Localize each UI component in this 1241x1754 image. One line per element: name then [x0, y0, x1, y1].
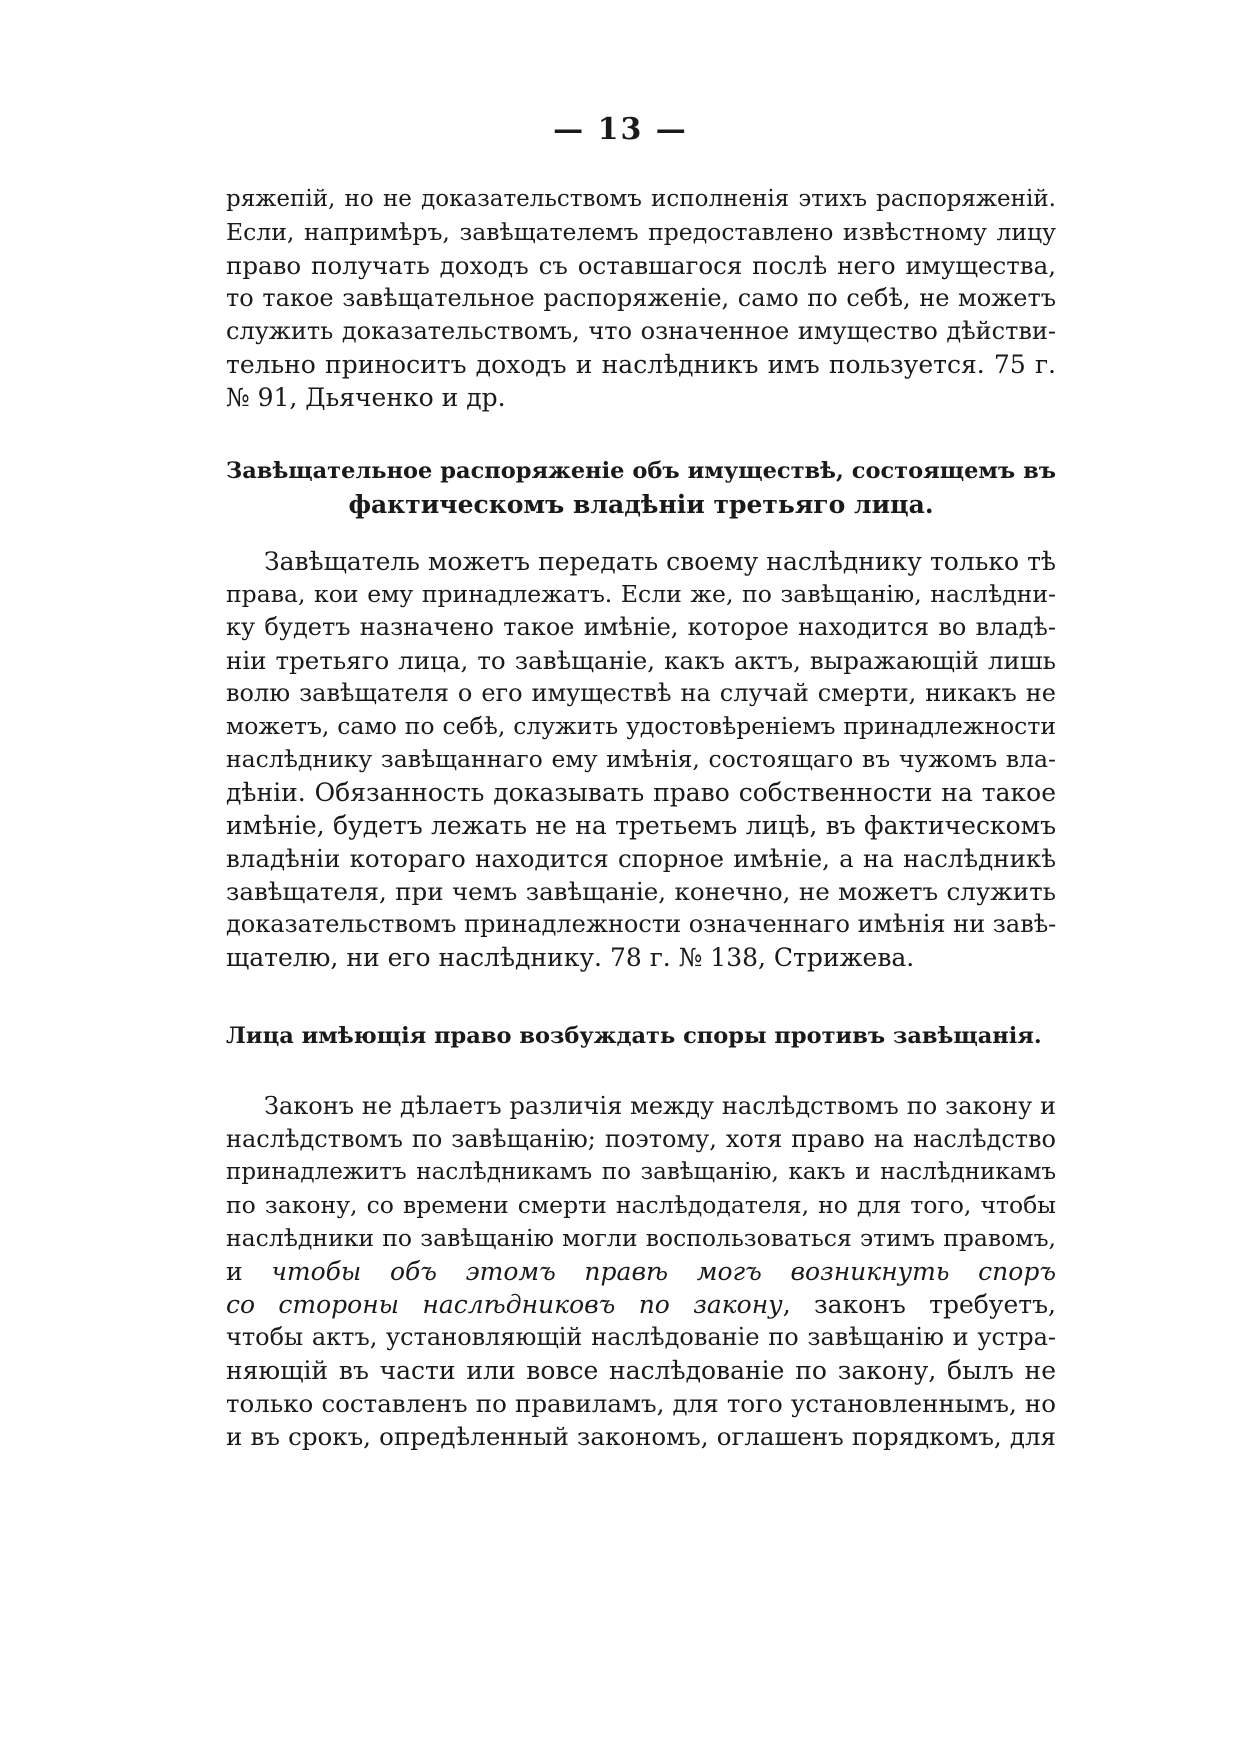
- text-line: наслѣдники по завѣщанію могли воспользоваться этимъ правомъ,: [226, 1224, 1056, 1252]
- text-line-mixed: [226, 1255, 1056, 1288]
- text-line: Завѣщатель можетъ передать своему наслѣднику только тѣ: [264, 547, 1056, 576]
- text-line: права, кои ему принадлежатъ. Если же, по завѣщанію, наслѣдни-: [226, 580, 1056, 608]
- text-line-mixed: [226, 1288, 1056, 1321]
- paragraph-3: [226, 1090, 1056, 1453]
- text-line: № 91, Дьяченко и др.: [226, 383, 506, 412]
- text-line: волю завѣщателя о его имуществѣ на случай смерти, никакъ не: [226, 679, 1056, 707]
- text-line: Законъ не дѣлаетъ различія между наслѣдствомъ по закону и: [264, 1092, 1056, 1120]
- text-line: наслѣдствомъ по завѣщанію; поэтому, хотя право на наслѣдство: [226, 1125, 1056, 1153]
- text-line: по закону, со времени смерти наслѣдодателя, но для того, чтобы: [226, 1191, 1056, 1219]
- text-line: дѣніи. Обязанность доказывать право собственности на такое: [226, 778, 1056, 807]
- text-line: наслѣднику завѣщаннаго ему имѣнія, состоящаго въ чужомъ вла-: [226, 745, 1056, 773]
- text-line: чтобы актъ, установляющій наслѣдованіе по завѣщанію и устра-: [226, 1323, 1056, 1351]
- emphasized-text: со стороны наслѣдниковъ по закону: [226, 1290, 783, 1319]
- section-heading-1: [226, 455, 1056, 521]
- text-line: няющій въ части или вовсе наслѣдованіе по закону, былъ не: [226, 1356, 1056, 1385]
- page-number: — 13 —: [553, 112, 688, 147]
- text-line: то такое завѣщательное распоряженіе, само по себѣ, не можетъ: [226, 284, 1056, 312]
- text-line: только составленъ по правиламъ, для того установленнымъ, но: [226, 1389, 1056, 1418]
- text-line: Если, напримѣръ, завѣщателемъ предоставлено извѣстному лицу: [226, 218, 1056, 246]
- heading-line: Завѣщательное распоряженіе объ имуществѣ, состоящемъ въ: [226, 458, 1056, 484]
- text-line: ку будетъ назначено такое имѣніе, которое находится во владѣ-: [226, 613, 1056, 641]
- heading-line: Лица имѣющія право возбуждать споры противъ завѣщанія.: [226, 1023, 1042, 1049]
- section-heading-2: [226, 1020, 1056, 1053]
- text-line: имѣніе, будетъ лежать не на третьемъ лицѣ, въ фактическомъ: [226, 811, 1056, 840]
- text-line: тельно приноситъ доходъ и наслѣдникъ имъ пользуется. 75 г.: [226, 350, 1056, 379]
- text-line: служить доказательствомъ, что означенное имущество дѣйстви-: [226, 317, 1056, 345]
- text-line: ряжепій, но не доказательствомъ исполненія этихъ распоряженій.: [226, 186, 1056, 212]
- emphasized-text: чтобы объ этомъ правѣ могъ возникнуть споръ: [271, 1257, 1056, 1286]
- text-line: и въ срокъ, опредѣленный закономъ, оглашенъ порядкомъ, для: [226, 1422, 1056, 1451]
- text-fragment: и: [226, 1257, 243, 1286]
- text-line: принадлежитъ наслѣдникамъ по завѣщанію, какъ и наслѣдникамъ: [226, 1159, 1056, 1185]
- text-line: право получать доходъ съ оставшагося послѣ него имущества,: [226, 251, 1056, 280]
- text-line: щателю, ни его наслѣднику. 78 г. № 138, Стрижева.: [226, 943, 915, 972]
- text-line: ніи третьяго лица, то завѣщаніе, какъ актъ, выражающій лишь: [226, 646, 1056, 675]
- text-line: можетъ, само по себѣ, служить удостовѣреніемъ принадлежности: [226, 712, 1056, 740]
- text-fragment: , законъ требуетъ,: [782, 1290, 1056, 1319]
- text-line: доказательствомъ принадлежности означеннаго имѣнія ни завѣ-: [226, 910, 1057, 938]
- paragraph-1: [226, 183, 1056, 414]
- text-line: завѣщателя, при чемъ завѣщаніе, конечно, не можетъ служить: [226, 877, 1056, 906]
- paragraph-2: [226, 545, 1056, 974]
- heading-line: фактическомъ владѣніи третьяго лица.: [348, 490, 934, 519]
- text-line: владѣніи котораго находится спорное имѣніе, а на наслѣдникѣ: [226, 844, 1056, 873]
